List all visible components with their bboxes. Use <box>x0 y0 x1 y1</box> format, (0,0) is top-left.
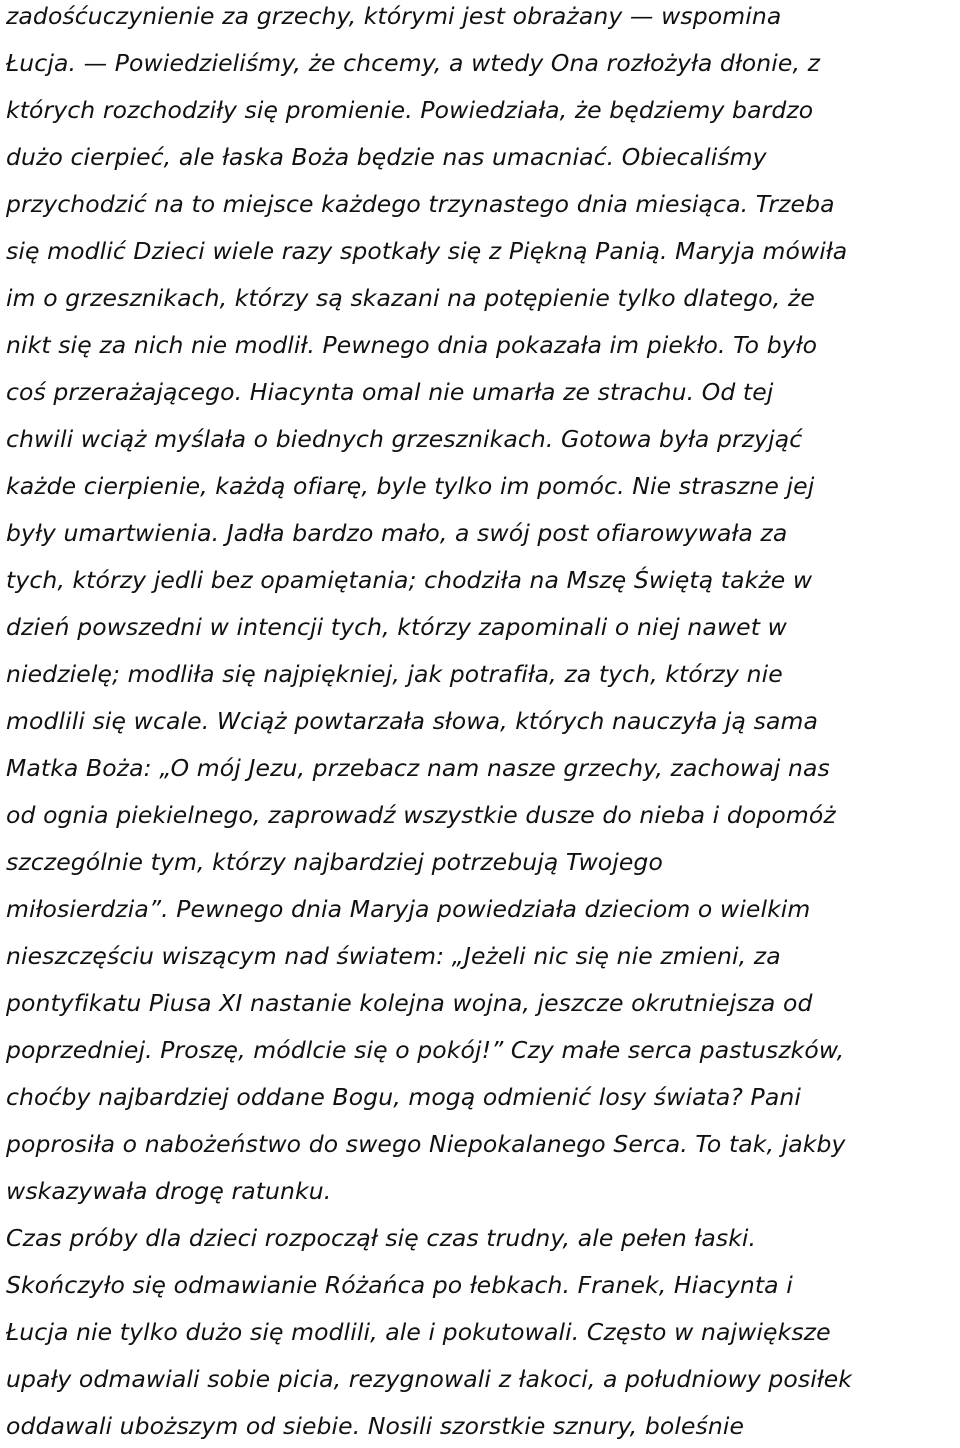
text-line: przychodzić na to miejsce każdego trzynastego dnia miesiąca. Trzeba <box>6 190 835 218</box>
text-line: dużo cierpieć, ale łaska Boża będzie nas umacniać. Obiecaliśmy <box>6 143 767 171</box>
text-line: miłosierdzia”. Pewnego dnia Maryja powiedziała dzieciom o wielkim <box>6 895 811 923</box>
text-line: coś przerażającego. Hiacynta omal nie umarła ze strachu. Od tej <box>6 378 774 406</box>
document-page <box>6 0 956 1448</box>
text-line: Łucja nie tylko dużo się modlili, ale i pokutowali. Często w największe <box>6 1318 831 1346</box>
text-line: wskazywała drogę ratunku. <box>6 1177 332 1205</box>
text-line: im o grzesznikach, którzy są skazani na potępienie tylko dlatego, że <box>6 284 815 312</box>
text-line: chwili wciąż myślała o biednych grzesznikach. Gotowa była przyjąć <box>6 425 803 453</box>
text-line: zadośćuczynienie za grzechy, którymi jest obrażany — wspomina <box>6 2 782 30</box>
text-line: dzień powszedni w intencji tych, którzy zapominali o niej nawet w <box>6 613 787 641</box>
text-line: Skończyło się odmawianie Różańca po łebkach. Franek, Hiacynta i <box>6 1271 793 1299</box>
text-line: Czas próby dla dzieci rozpoczął się czas trudny, ale pełen łaski. <box>6 1224 757 1252</box>
text-line: niedzielę; modliła się najpiękniej, jak potrafiła, za tych, którzy nie <box>6 660 783 688</box>
text-line: Łucja. — Powiedzieliśmy, że chcemy, a wtedy Ona rozłożyła dłonie, z <box>6 49 821 77</box>
text-line: pontyfikatu Piusa XI nastanie kolejna wojna, jeszcze okrutniejsza od <box>6 989 813 1017</box>
text-line: się modlić Dzieci wiele razy spotkały się z Piękną Panią. Maryja mówiła <box>6 237 848 265</box>
text-line: szczególnie tym, którzy najbardziej potrzebują Twojego <box>6 848 663 876</box>
text-line: modlili się wcale. Wciąż powtarzała słowa, których nauczyła ją sama <box>6 707 818 735</box>
text-line: poprosiła o nabożeństwo do swego Niepokalanego Serca. To tak, jakby <box>6 1130 846 1158</box>
text-line: nikt się za nich nie modlił. Pewnego dnia pokazała im piekło. To było <box>6 331 818 359</box>
text-line: których rozchodziły się promienie. Powiedziała, że będziemy bardzo <box>6 96 814 124</box>
text-line: od ognia piekielnego, zaprowadź wszystkie dusze do nieba i dopomóż <box>6 801 836 829</box>
text-line: poprzedniej. Proszę, módlcie się o pokój!” Czy małe serca pastuszków, <box>6 1036 845 1064</box>
text-line: upały odmawiali sobie picia, rezygnowali z łakoci, a południowy posiłek <box>6 1365 852 1393</box>
text-line: oddawali uboższym od siebie. Nosili szorstkie sznury, boleśnie <box>6 1412 745 1440</box>
text-line: tych, którzy jedli bez opamiętania; chodziła na Mszę Świętą także w <box>6 566 813 594</box>
text-line: choćby najbardziej oddane Bogu, mogą odmienić losy świata? Pani <box>6 1083 801 1111</box>
text-line: były umartwienia. Jadła bardzo mało, a swój post ofiarowywała za <box>6 519 788 547</box>
text-line: nieszczęściu wiszącym nad światem: „Jeżeli nic się nie zmieni, za <box>6 942 781 970</box>
text-line: każde cierpienie, każdą ofiarę, byle tylko im pomóc. Nie straszne jej <box>6 472 815 500</box>
text-line: Matka Boża: „O mój Jezu, przebacz nam nasze grzechy, zachowaj nas <box>6 754 830 782</box>
